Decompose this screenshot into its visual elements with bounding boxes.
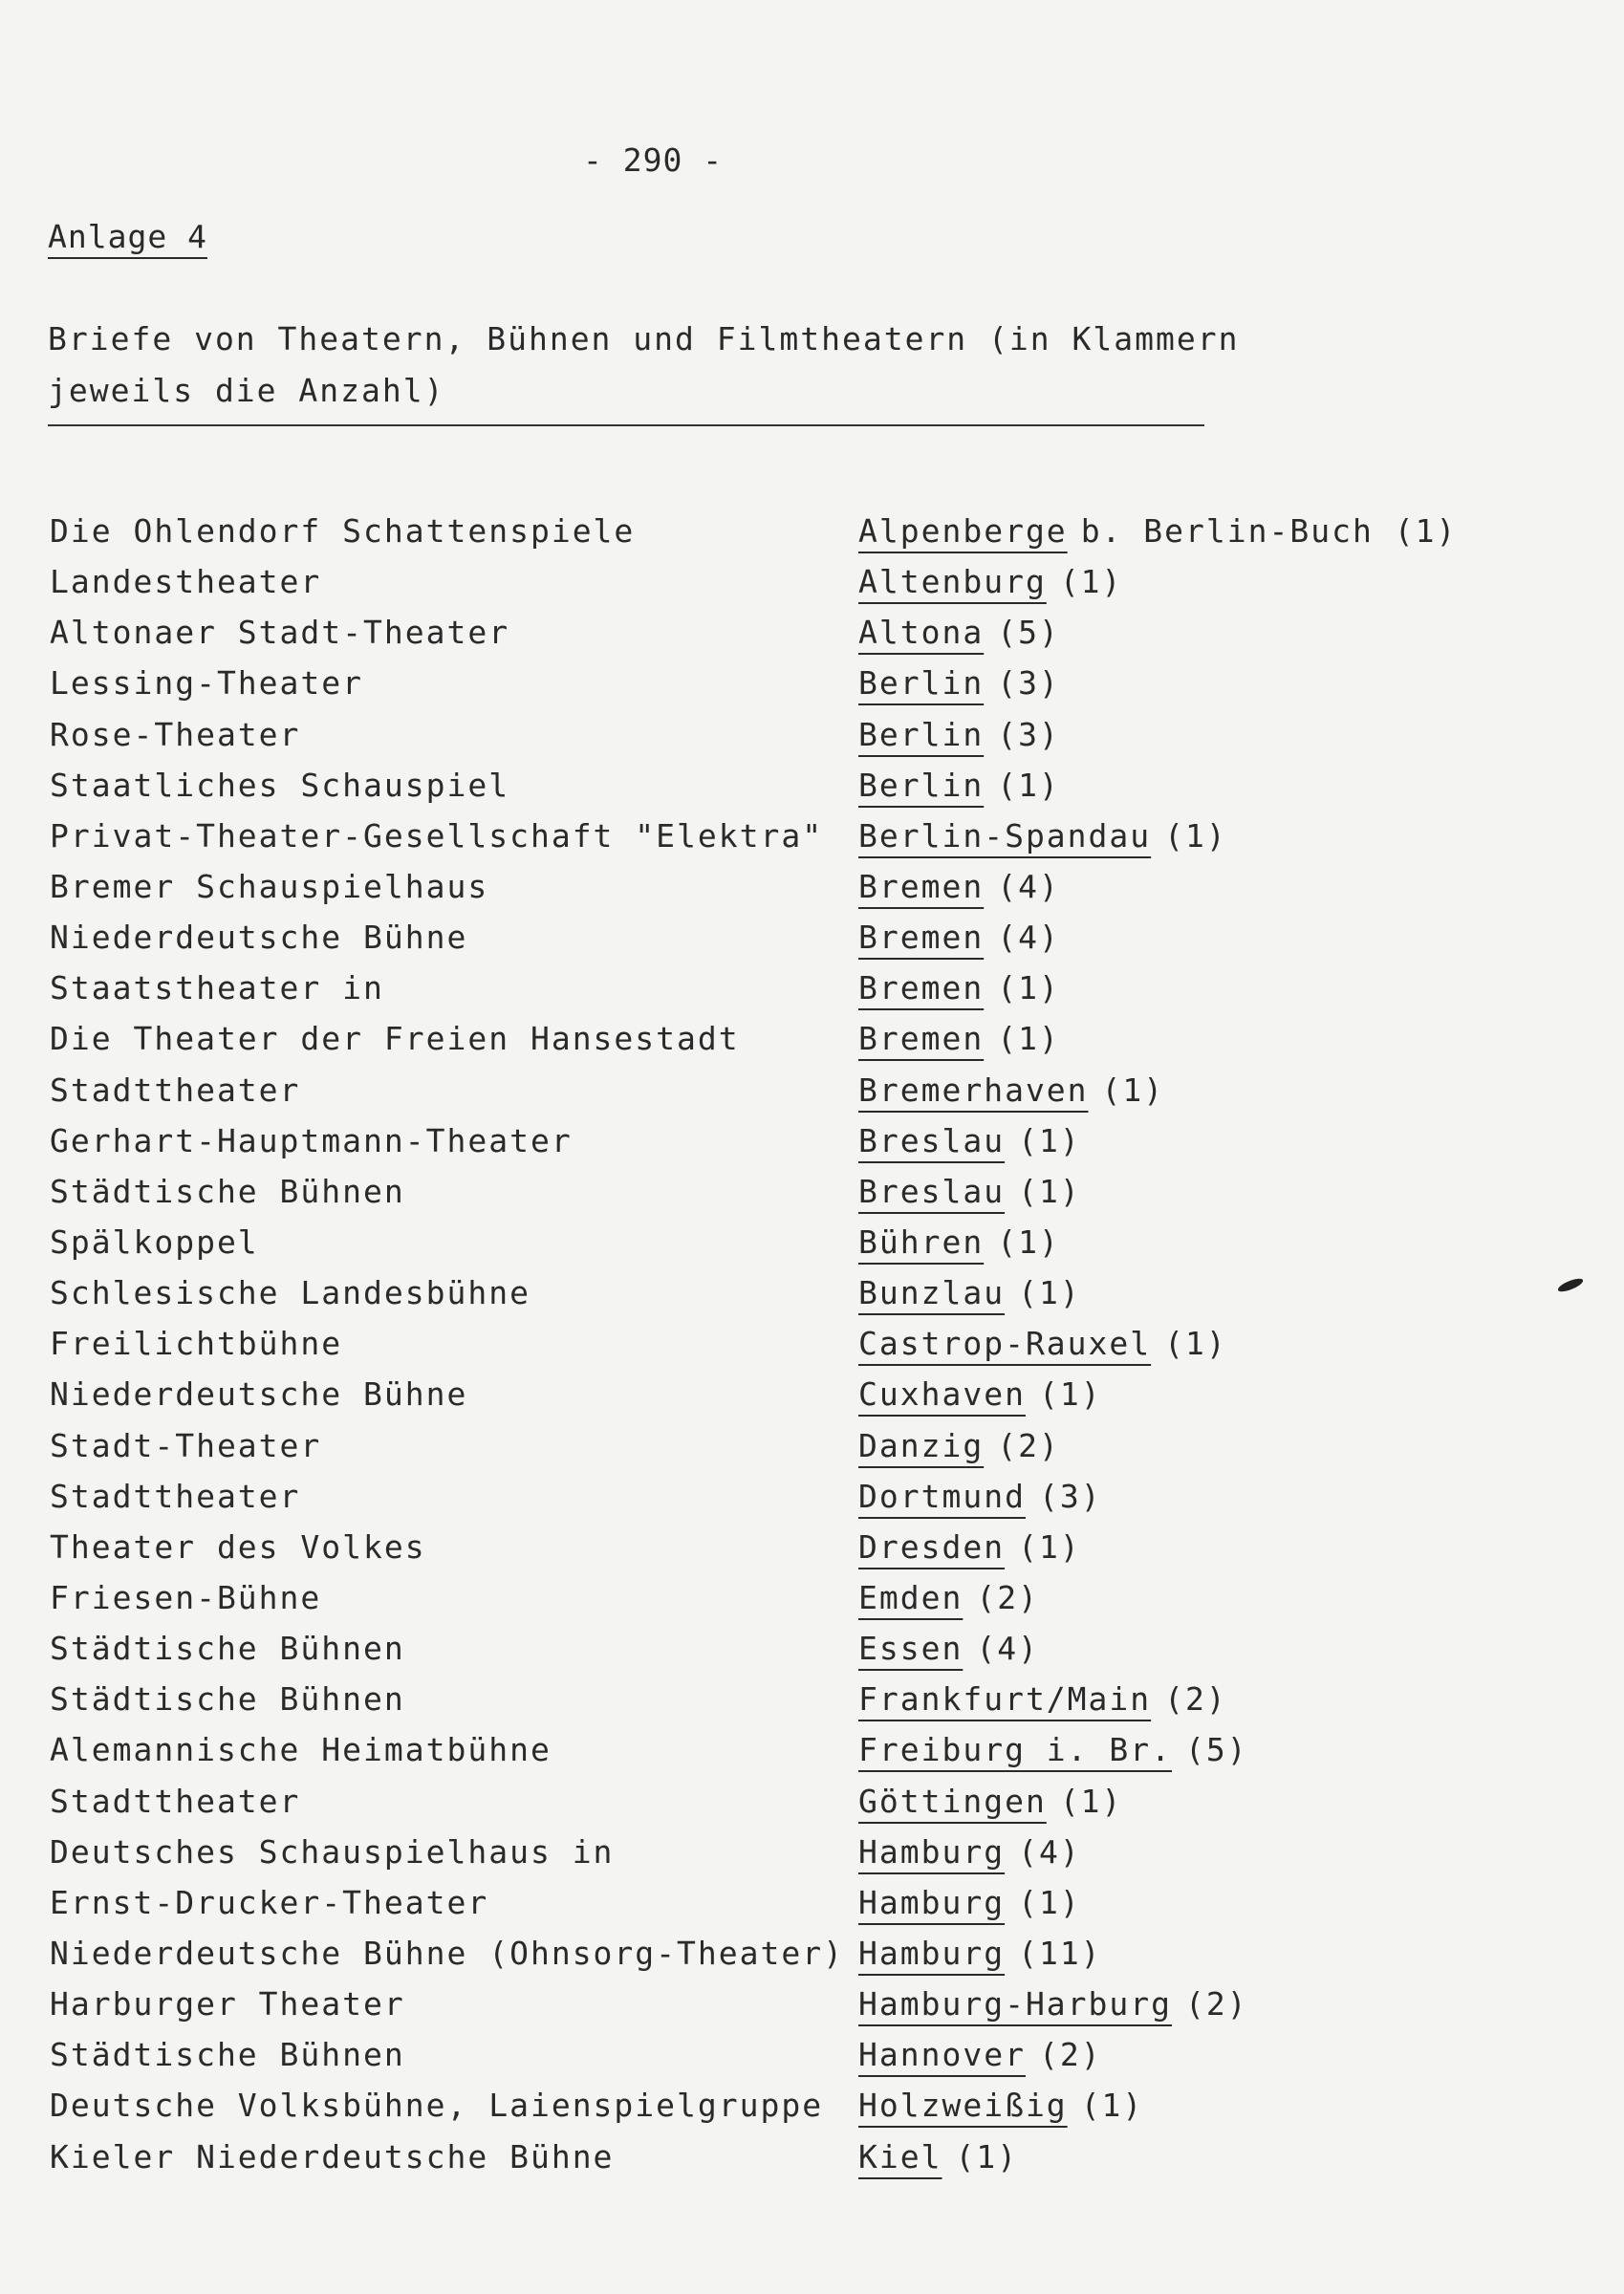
list-item [50, 1325, 1541, 1375]
list-item [50, 868, 1541, 919]
letter-count: (1) [997, 969, 1060, 1007]
theater-location: Berlin [858, 766, 985, 804]
theater-location: Altona [858, 614, 985, 652]
letter-count: (1) [997, 1020, 1060, 1058]
theater-name: Die Theater der Freien Hansestadt [50, 1020, 740, 1058]
letter-count: (1) [1059, 1782, 1123, 1820]
letter-count: (1) [1164, 816, 1227, 855]
theater-location: Freiburg i. Br. [858, 1731, 1173, 1769]
list-item [50, 1478, 1541, 1528]
theater-location: Essen [858, 1630, 964, 1668]
theater-name: Friesen-Bühne [50, 1578, 322, 1616]
theater-name: Städtische Bühnen [50, 1172, 405, 1210]
theater-name: Deutsche Volksbühne, Laienspielgruppe [50, 2087, 824, 2125]
theater-name: Städtische Bühnen [50, 1630, 405, 1668]
theater-name: Deutsches Schauspielhaus in [50, 1832, 615, 1871]
theater-name: Theater des Volkes [50, 1527, 426, 1566]
theater-name: Gerhart-Hauptmann-Theater [50, 1121, 573, 1159]
letter-count: (4) [1018, 1832, 1081, 1871]
letter-count: (2) [1038, 2036, 1102, 2074]
list-item [50, 614, 1541, 664]
theater-location: Hamburg [858, 1883, 1006, 1921]
list-item [50, 1833, 1541, 1884]
letter-count: (1) [1018, 1883, 1081, 1921]
theater-name: Ernst-Drucker-Theater [50, 1883, 489, 1921]
theater-name: Stadt-Theater [50, 1426, 322, 1464]
heading-line-1: Briefe von Theatern, Bühnen und Filmtheatern (in Klammern [48, 320, 1240, 357]
theater-name: Niederdeutsche Bühne [50, 1375, 468, 1414]
letter-count: (1) [997, 1223, 1060, 1261]
theater-location: Emden [858, 1578, 964, 1616]
theater-location: Bremen [858, 969, 985, 1007]
letter-count: (3) [997, 715, 1060, 753]
letter-count: (1) [1018, 1121, 1081, 1159]
theater-list [50, 512, 1541, 2189]
list-item [50, 1579, 1541, 1630]
theater-name: Harburger Theater [50, 1985, 405, 2023]
theater-name: Staatstheater in [50, 969, 384, 1007]
theater-location: Bunzlau [858, 1274, 1006, 1312]
theater-location: Holzweißig [858, 2087, 1068, 2125]
theater-name: Staatliches Schauspiel [50, 766, 510, 804]
list-item [50, 1122, 1541, 1173]
theater-name: Alemannische Heimatbühne [50, 1731, 552, 1769]
list-item [50, 1630, 1541, 1680]
letter-count: (1) [1038, 1375, 1102, 1414]
letter-count: (2) [1185, 1985, 1248, 2023]
theater-name: Die Ohlendorf Schattenspiele [50, 512, 636, 550]
theater-location: Alpenberge [858, 512, 1068, 550]
theater-location: Göttingen [858, 1782, 1047, 1820]
letter-count: (11) [1018, 1934, 1102, 1972]
list-item [50, 2087, 1541, 2137]
list-item [50, 1731, 1541, 1782]
theater-location: Bühren [858, 1223, 985, 1261]
theater-name: Altonaer Stadt-Theater [50, 614, 510, 652]
letter-count: (2) [976, 1578, 1039, 1616]
theater-name: Lessing-Theater [50, 664, 364, 703]
letter-count: (1) [955, 2137, 1019, 2175]
heading-line-2: jeweils die Anzahl) [48, 372, 445, 409]
letter-count: (1) [1101, 1071, 1165, 1109]
theater-name: Rose-Theater [50, 715, 301, 753]
letter-count: (2) [997, 1426, 1060, 1464]
letter-count: (1) [1018, 1527, 1081, 1566]
theater-name: Städtische Bühnen [50, 2036, 405, 2074]
list-item [50, 512, 1541, 563]
list-item [50, 1884, 1541, 1935]
letter-count: (1) [1018, 1172, 1081, 1210]
letter-count: (4) [997, 919, 1060, 957]
theater-location: Breslau [858, 1121, 1006, 1159]
theater-name: Städtische Bühnen [50, 1680, 405, 1719]
theater-name: Freilichtbühne [50, 1325, 343, 1363]
list-item [50, 1375, 1541, 1426]
theater-location: Kiel [858, 2137, 942, 2175]
theater-location: Bremen [858, 1020, 985, 1058]
list-item [50, 1274, 1541, 1325]
list-item [50, 1427, 1541, 1478]
list-item [50, 664, 1541, 715]
annex-label: Anlage 4 [48, 218, 207, 255]
theater-location: Dortmund [858, 1477, 1026, 1515]
list-item [50, 1680, 1541, 1731]
theater-location: Cuxhaven [858, 1375, 1026, 1414]
theater-location: Hamburg [858, 1832, 1006, 1871]
theater-location: Hamburg [858, 1934, 1006, 1972]
letter-count: (2) [1164, 1680, 1227, 1719]
theater-location: Danzig [858, 1426, 985, 1464]
theater-location: Berlin [858, 715, 985, 753]
theater-name: Niederdeutsche Bühne [50, 919, 468, 957]
theater-name: Privat-Theater-Gesellschaft "Elektra" [50, 816, 824, 855]
theater-name: Bremer Schauspielhaus [50, 867, 489, 905]
theater-location: Berlin [858, 664, 985, 703]
letter-count: (1) [1018, 1274, 1081, 1312]
letter-count: (1) [1164, 1325, 1227, 1363]
theater-location: Breslau [858, 1172, 1006, 1210]
theater-name: Schlesische Landesbühne [50, 1274, 531, 1312]
list-item [50, 969, 1541, 1020]
theater-location: Bremen [858, 919, 985, 957]
list-item [50, 1173, 1541, 1223]
theater-name: Spälkoppel [50, 1223, 259, 1261]
letter-count: (4) [976, 1630, 1039, 1668]
theater-location: Altenburg [858, 563, 1047, 601]
theater-name: Niederdeutsche Bühne (Ohnsorg-Theater) [50, 1934, 844, 1972]
list-item [50, 919, 1541, 969]
theater-location: Bremen [858, 867, 985, 905]
letter-count: (3) [1038, 1477, 1102, 1515]
theater-name: Stadttheater [50, 1782, 301, 1820]
theater-location: Bremerhaven [858, 1071, 1089, 1109]
list-item [50, 1528, 1541, 1579]
list-item [50, 2036, 1541, 2087]
theater-location: Hannover [858, 2036, 1026, 2074]
letter-count: (3) [997, 664, 1060, 703]
list-item [50, 1071, 1541, 1122]
page-number: - 290 - [583, 141, 724, 179]
list-item [50, 1935, 1541, 1985]
letter-count: (4) [997, 867, 1060, 905]
list-item [50, 1985, 1541, 2036]
theater-name: Landestheater [50, 563, 322, 601]
theater-name: Stadttheater [50, 1071, 301, 1109]
letter-count: (1) [997, 766, 1060, 804]
letter-count: (5) [997, 614, 1060, 652]
list-item [50, 1223, 1541, 1274]
list-item [50, 1020, 1541, 1071]
letter-count: (5) [1185, 1731, 1248, 1769]
list-heading [48, 314, 1240, 426]
theater-name: Kieler Niederdeutsche Bühne [50, 2137, 615, 2175]
letter-count: b. Berlin-Buch (1) [1080, 512, 1458, 550]
theater-location: Frankfurt/Main [858, 1680, 1152, 1719]
list-item [50, 1783, 1541, 1833]
list-item [50, 563, 1541, 614]
list-item [50, 2138, 1541, 2189]
theater-location: Dresden [858, 1527, 1006, 1566]
theater-location: Hamburg-Harburg [858, 1985, 1173, 2023]
ink-mark [1556, 1276, 1584, 1294]
theater-location: Castrop-Rauxel [858, 1325, 1152, 1363]
theater-name: Stadttheater [50, 1477, 301, 1515]
list-item [50, 767, 1541, 817]
list-item [50, 716, 1541, 767]
list-item [50, 817, 1541, 868]
letter-count: (1) [1080, 2087, 1144, 2125]
theater-location: Berlin-Spandau [858, 816, 1152, 855]
letter-count: (1) [1059, 563, 1123, 601]
